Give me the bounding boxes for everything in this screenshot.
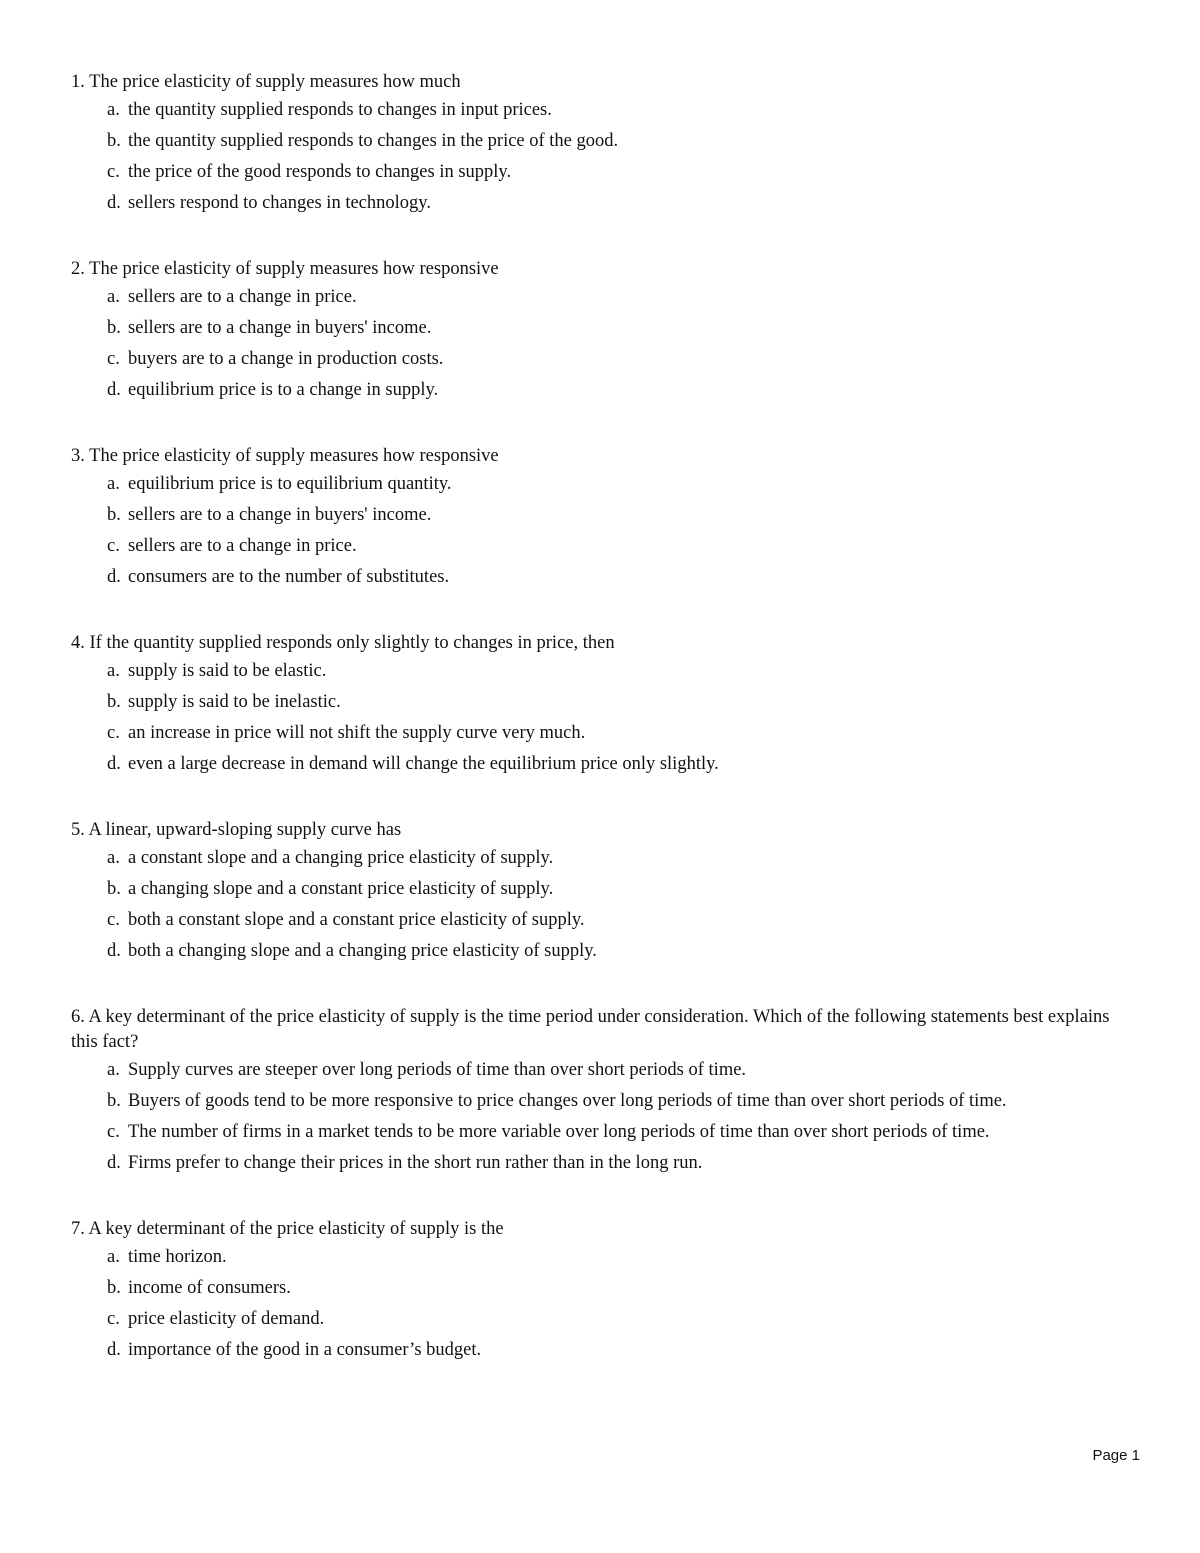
answer-choice <box>71 908 1121 933</box>
choice-text: both a constant slope and a constant price elasticity of supply. <box>128 910 585 930</box>
answer-choice <box>71 378 1121 403</box>
question-number: 7. <box>71 1219 85 1239</box>
answer-choice <box>71 191 1121 216</box>
choice-letter: b. <box>107 318 121 338</box>
question-number: 6. <box>71 1007 85 1027</box>
choice-text: Firms prefer to change their prices in the short run rather than in the long run. <box>128 1153 703 1173</box>
answer-choice <box>71 1307 1121 1332</box>
question-number: 2. <box>71 259 85 279</box>
question-stem <box>71 1217 1121 1242</box>
answer-choice <box>71 1245 1121 1270</box>
choice-letter: a. <box>107 661 120 681</box>
question-2 <box>71 257 1121 403</box>
choice-text: a constant slope and a changing price elasticity of supply. <box>128 848 554 868</box>
question-6 <box>71 1005 1121 1176</box>
choice-text: equilibrium price is to a change in supply. <box>128 380 439 400</box>
choice-letter: c. <box>107 162 120 182</box>
answer-choice <box>71 1089 1121 1114</box>
answer-choice <box>71 285 1121 310</box>
choice-letter: c. <box>107 910 120 930</box>
choice-letter: c. <box>107 1122 120 1142</box>
choice-letter: d. <box>107 1153 121 1173</box>
choice-text: The number of firms in a market tends to be more variable over long periods of time than over short periods of time. <box>128 1122 990 1142</box>
answer-choice <box>71 316 1121 341</box>
question-number: 4. <box>71 633 85 653</box>
question-text: If the quantity supplied responds only slightly to changes in price, then <box>89 633 615 653</box>
question-list <box>71 70 1121 1404</box>
choice-list <box>71 846 1121 964</box>
choice-text: the quantity supplied responds to changes in input prices. <box>128 100 552 120</box>
choice-text: price elasticity of demand. <box>128 1309 325 1329</box>
question-text: The price elasticity of supply measures how responsive <box>89 446 499 466</box>
choice-letter: d. <box>107 193 121 213</box>
answer-choice <box>71 503 1121 528</box>
answer-choice <box>71 472 1121 497</box>
choice-letter: a. <box>107 474 120 494</box>
choice-letter: d. <box>107 941 121 961</box>
choice-letter: c. <box>107 349 120 369</box>
choice-letter: d. <box>107 567 121 587</box>
question-7 <box>71 1217 1121 1363</box>
question-text: The price elasticity of supply measures how responsive <box>89 259 499 279</box>
choice-letter: d. <box>107 1340 121 1360</box>
answer-choice <box>71 565 1121 590</box>
choice-text: buyers are to a change in production costs. <box>128 349 444 369</box>
question-text: A key determinant of the price elasticity of supply is the time period under consideration. Which of the following statements best explains this fact? <box>71 1007 1110 1052</box>
answer-choice <box>71 752 1121 777</box>
choice-letter: c. <box>107 536 120 556</box>
choice-text: a changing slope and a constant price elasticity of supply. <box>128 879 554 899</box>
answer-choice <box>71 534 1121 559</box>
choice-text: sellers are to a change in buyers' income. <box>128 505 432 525</box>
choice-letter: b. <box>107 1091 121 1111</box>
choice-letter: b. <box>107 879 121 899</box>
choice-list <box>71 472 1121 590</box>
answer-choice <box>71 846 1121 871</box>
question-text: A key determinant of the price elasticity of supply is the <box>88 1219 504 1239</box>
answer-choice <box>71 129 1121 154</box>
choice-letter: a. <box>107 100 120 120</box>
choice-list <box>71 98 1121 216</box>
question-5 <box>71 818 1121 964</box>
choice-text: consumers are to the number of substitutes. <box>128 567 450 587</box>
choice-text: supply is said to be inelastic. <box>128 692 341 712</box>
choice-letter: d. <box>107 380 121 400</box>
answer-choice <box>71 1338 1121 1363</box>
answer-choice <box>71 1151 1121 1176</box>
question-stem <box>71 70 1121 95</box>
question-4 <box>71 631 1121 777</box>
answer-choice <box>71 98 1121 123</box>
answer-choice <box>71 347 1121 372</box>
question-stem <box>71 1005 1121 1055</box>
answer-choice <box>71 659 1121 684</box>
question-stem <box>71 257 1121 282</box>
choice-letter: a. <box>107 848 120 868</box>
choice-list <box>71 285 1121 403</box>
choice-text: the price of the good responds to changes in supply. <box>128 162 512 182</box>
question-text: A linear, upward-sloping supply curve has <box>88 820 402 840</box>
choice-text: sellers respond to changes in technology. <box>128 193 431 213</box>
question-1 <box>71 70 1121 216</box>
choice-text: Buyers of goods tend to be more responsive to price changes over long periods of time than over short periods of time. <box>128 1091 1007 1111</box>
choice-text: sellers are to a change in price. <box>128 536 357 556</box>
answer-choice <box>71 1058 1121 1083</box>
choice-letter: b. <box>107 1278 121 1298</box>
choice-text: sellers are to a change in price. <box>128 287 357 307</box>
question-stem <box>71 444 1121 469</box>
question-number: 3. <box>71 446 85 466</box>
question-text: The price elasticity of supply measures how much <box>89 72 461 92</box>
question-stem <box>71 818 1121 843</box>
question-3 <box>71 444 1121 590</box>
question-number: 1. <box>71 72 85 92</box>
choice-text: sellers are to a change in buyers' income. <box>128 318 432 338</box>
choice-text: equilibrium price is to equilibrium quantity. <box>128 474 452 494</box>
choice-text: both a changing slope and a changing price elasticity of supply. <box>128 941 597 961</box>
choice-letter: c. <box>107 723 120 743</box>
answer-choice <box>71 690 1121 715</box>
answer-choice <box>71 1120 1121 1145</box>
choice-letter: b. <box>107 505 121 525</box>
choice-letter: b. <box>107 692 121 712</box>
choice-text: the quantity supplied responds to changes in the price of the good. <box>128 131 619 151</box>
choice-list <box>71 659 1121 777</box>
answer-choice <box>71 877 1121 902</box>
answer-choice <box>71 160 1121 185</box>
question-number: 5. <box>71 820 85 840</box>
choice-letter: a. <box>107 287 120 307</box>
choice-letter: c. <box>107 1309 120 1329</box>
choice-list <box>71 1058 1121 1176</box>
answer-choice <box>71 721 1121 746</box>
choice-text: supply is said to be elastic. <box>128 661 327 681</box>
choice-text: Supply curves are steeper over long periods of time than over short periods of time. <box>128 1060 747 1080</box>
choice-text: even a large decrease in demand will change the equilibrium price only slightly. <box>128 754 719 774</box>
choice-letter: a. <box>107 1060 120 1080</box>
question-stem <box>71 631 1121 656</box>
answer-choice <box>71 1276 1121 1301</box>
choice-list <box>71 1245 1121 1363</box>
choice-text: importance of the good in a consumer’s budget. <box>128 1340 482 1360</box>
choice-text: time horizon. <box>128 1247 227 1267</box>
page-number: Page 1 <box>1092 1447 1140 1464</box>
choice-letter: b. <box>107 131 121 151</box>
answer-choice <box>71 939 1121 964</box>
choice-text: an increase in price will not shift the supply curve very much. <box>128 723 586 743</box>
choice-letter: d. <box>107 754 121 774</box>
choice-letter: a. <box>107 1247 120 1267</box>
choice-text: income of consumers. <box>128 1278 291 1298</box>
